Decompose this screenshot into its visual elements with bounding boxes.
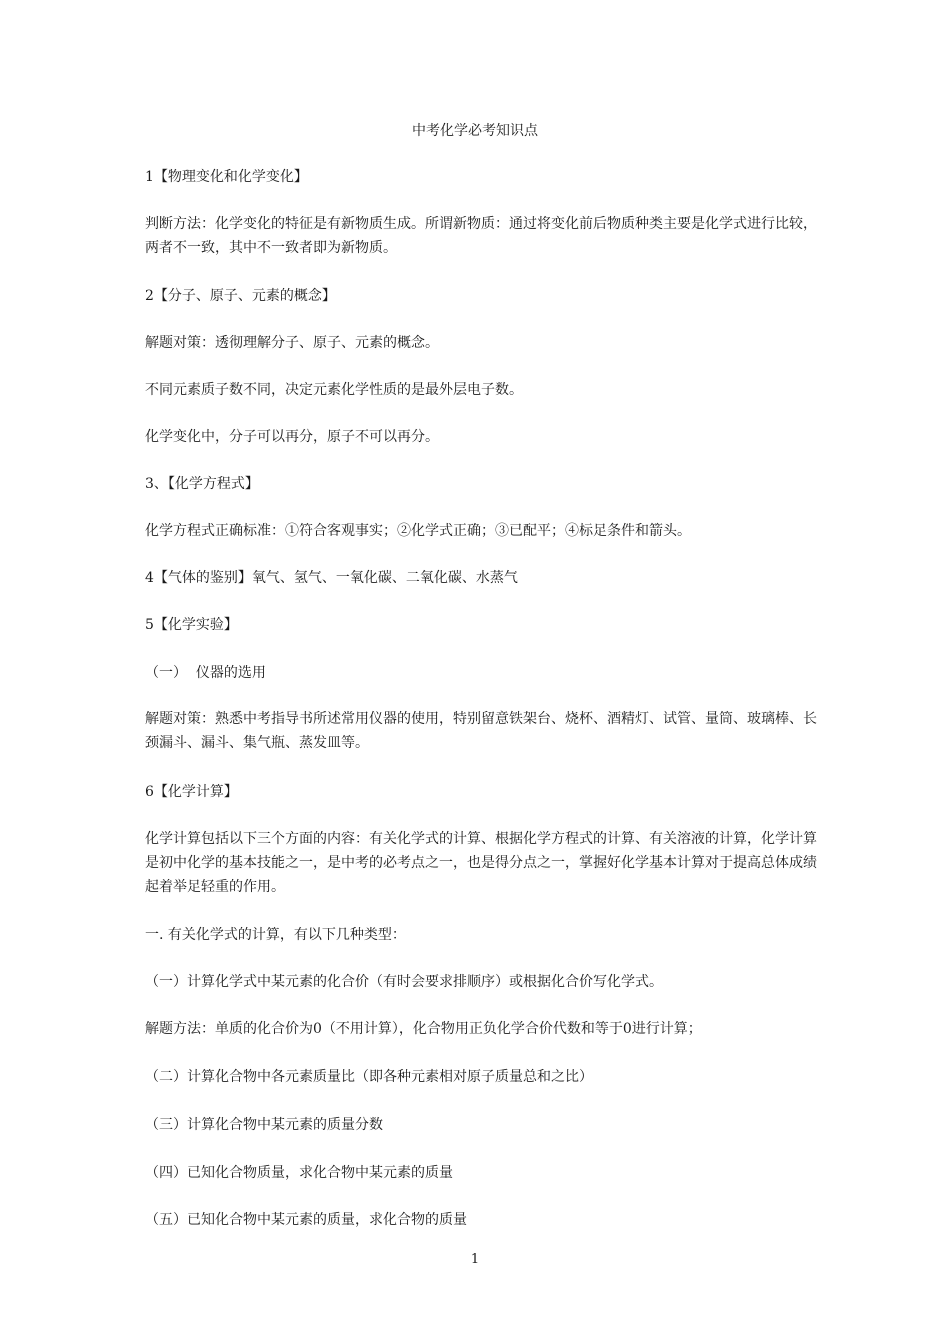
section-2-paragraph-1: 解题对策：透彻理解分子、原子、元素的概念。 [145,335,439,351]
section-1-paragraph: 判断方法：化学变化的特征是有新物质生成。所谓新物质：通过将变化前后物质种类主要是化学式进行比较，两者不一致，其中不一致者即为新物质。 [145,216,817,256]
section-3-heading: 3、【化学方程式】 [145,476,259,492]
calc-type-3: （三）计算化合物中某元素的质量分数 [145,1117,383,1133]
section-1-heading: 1【物理变化和化学变化】 [145,169,308,185]
section-5-paragraph: 解题对策：熟悉中考指导书所述常用仪器的使用，特别留意铁架台、烧杯、酒精灯、试管、量筒、玻璃棒、长颈漏斗、漏斗、集气瓶、蒸发皿等。 [145,711,817,751]
calc-type-1: （一）计算化学式中某元素的化合价（有时会要求排顺序）或根据化合价写化学式。 [145,974,663,990]
section-6-subheading: 一. 有关化学式的计算，有以下几种类型： [145,927,406,943]
page-number: 1 [470,1252,480,1267]
section-6-paragraph: 化学计算包括以下三个方面的内容：有关化学式的计算、根据化学方程式的计算、有关溶液的计算，化学计算是初中化学的基本技能之一，是中考的必考点之一，也是得分点之一，掌握好化学基本计算对于提高总体成绩起着举足轻重的作用。 [145,831,817,895]
section-2-paragraph-2: 不同元素质子数不同，决定元素化学性质的是最外层电子数。 [145,382,523,398]
calc-type-2: （二）计算化合物中各元素质量比（即各种元素相对原子质量总和之比） [145,1069,593,1085]
calc-type-4: （四）已知化合物质量，求化合物中某元素的质量 [145,1165,453,1181]
section-5-subheading: （一） 仪器的选用 [145,665,266,681]
document-title: 中考化学必考知识点 [412,123,538,139]
section-2-paragraph-3: 化学变化中，分子可以再分，原子不可以再分。 [145,429,439,445]
section-5-heading: 5【化学实验】 [145,617,238,633]
calc-type-1-method: 解题方法：单质的化合价为0（不用计算），化合物用正负化学合价代数和等于0进行计算； [145,1021,702,1037]
section-6-heading: 6【化学计算】 [145,784,238,800]
section-3-paragraph: 化学方程式正确标准：①符合客观事实；②化学式正确；③已配平；④标足条件和箭头。 [145,523,691,539]
calc-type-5: （五）已知化合物中某元素的质量，求化合物的质量 [145,1212,467,1228]
section-4-heading: 4【气体的鉴别】氧气、氢气、一氧化碳、二氧化碳、水蒸气 [145,570,518,586]
section-2-heading: 2【分子、原子、元素的概念】 [145,288,336,304]
